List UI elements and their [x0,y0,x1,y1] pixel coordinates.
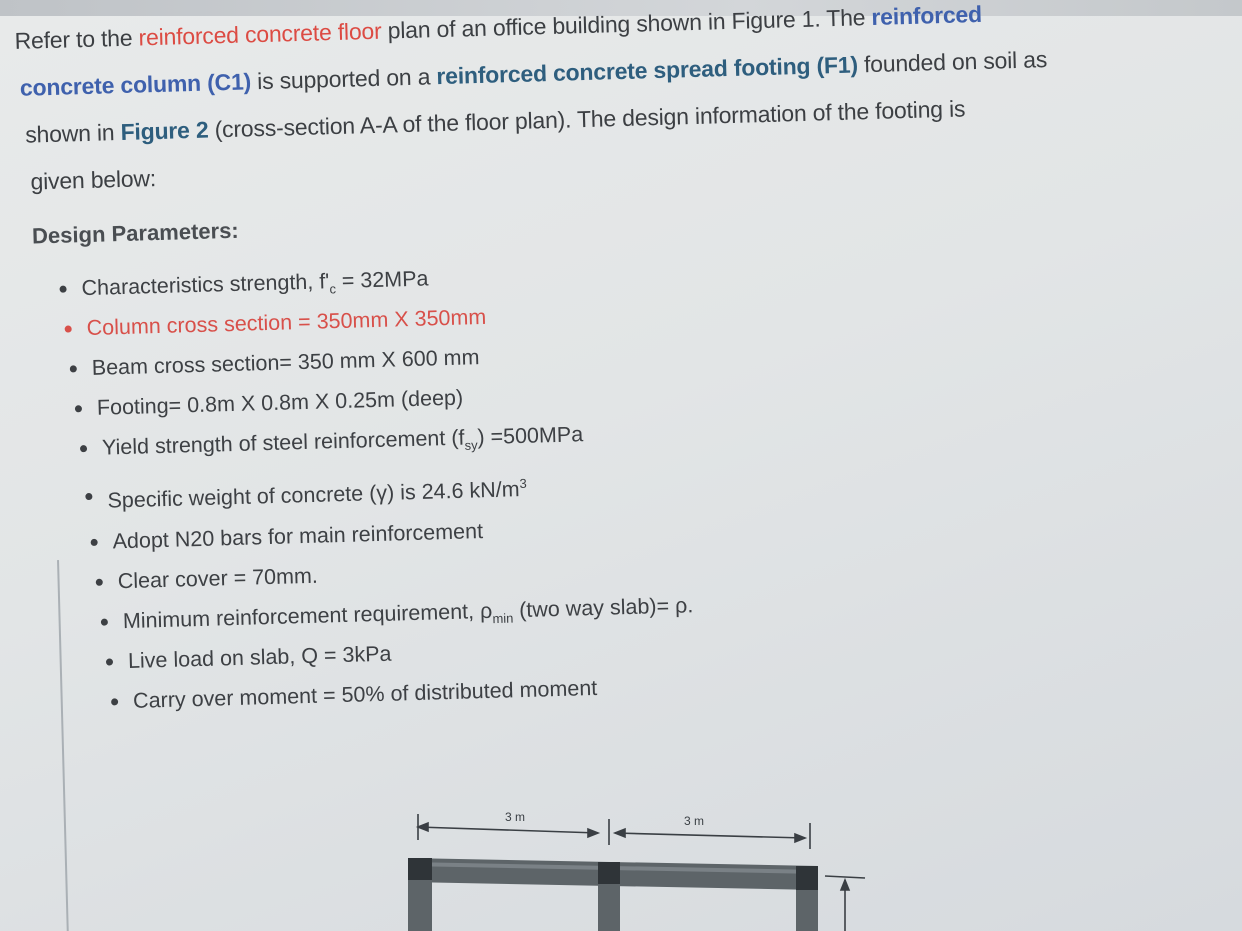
span-label-right: 3 m [684,814,705,828]
text-run: is supported on a [250,63,437,95]
text-run: Adopt N20 bars for main reinforcement [112,519,484,554]
text-run: Footing= 0.8m X 0.8m X 0.25m (deep) [96,385,464,420]
text-run: plan of an office building shown in Figure 1. The [381,4,872,44]
arrowhead [418,823,428,831]
text-run: Carry over moment = 50% of distributed moment [132,675,598,713]
text-run: Characteristics strength, f' [81,269,330,301]
arrowhead [795,834,805,842]
text-run: Minimum reinforcement requirement, ρ [122,598,493,634]
dimension-line-right [615,833,805,838]
subscript: c [329,281,337,297]
text-run: ) =500MPa [477,422,584,450]
subscript: sy [464,437,478,453]
arrowhead [588,829,598,837]
text-run: shown in [24,119,121,148]
column-joint-right [796,866,818,890]
superscript: 3 [519,475,527,492]
text-run: (two way slab)= ρ. [512,593,694,623]
intro-line-4: given below: [30,165,157,195]
text-run: Beam cross section= 350 mm X 600 mm [91,345,480,380]
text-run: Specific weight of concrete (γ) is 24.6 kN/m [107,477,520,513]
column-joint-mid [598,862,620,884]
height-dimension-tick [825,876,865,878]
text-run: Column cross section = 350mm X 350mm [86,304,487,341]
text-run: Refer to the [14,24,139,54]
arrowhead [841,880,849,890]
column-joint-left [408,858,432,880]
highlight-footing-f1: reinforced concrete spread footing (F1) [436,51,859,90]
highlight-reinforced: reinforced [871,0,983,30]
text-run: founded on soil as [857,46,1048,78]
highlight-figure-2: Figure 2 [120,116,209,146]
design-parameters-heading: Design Parameters: [31,217,240,249]
text-run: = 32MPa [335,266,429,294]
arrowhead [615,829,625,837]
dimension-line-left [418,827,598,833]
highlight-column-c1: concrete column (C1) [19,68,252,101]
subscript: min [492,610,514,627]
span-label-left: 3 m [505,810,526,824]
text-run: Clear cover = 70mm. [117,563,319,594]
highlight-floor-plan: reinforced concrete floor [138,17,382,51]
text-run: Yield strength of steel reinforcement (f [101,425,465,460]
text-run: Live load on slab, Q = 3kPa [127,641,392,674]
text-run: (cross-section A-A of the floor plan). The design information of the footing is [208,95,966,143]
